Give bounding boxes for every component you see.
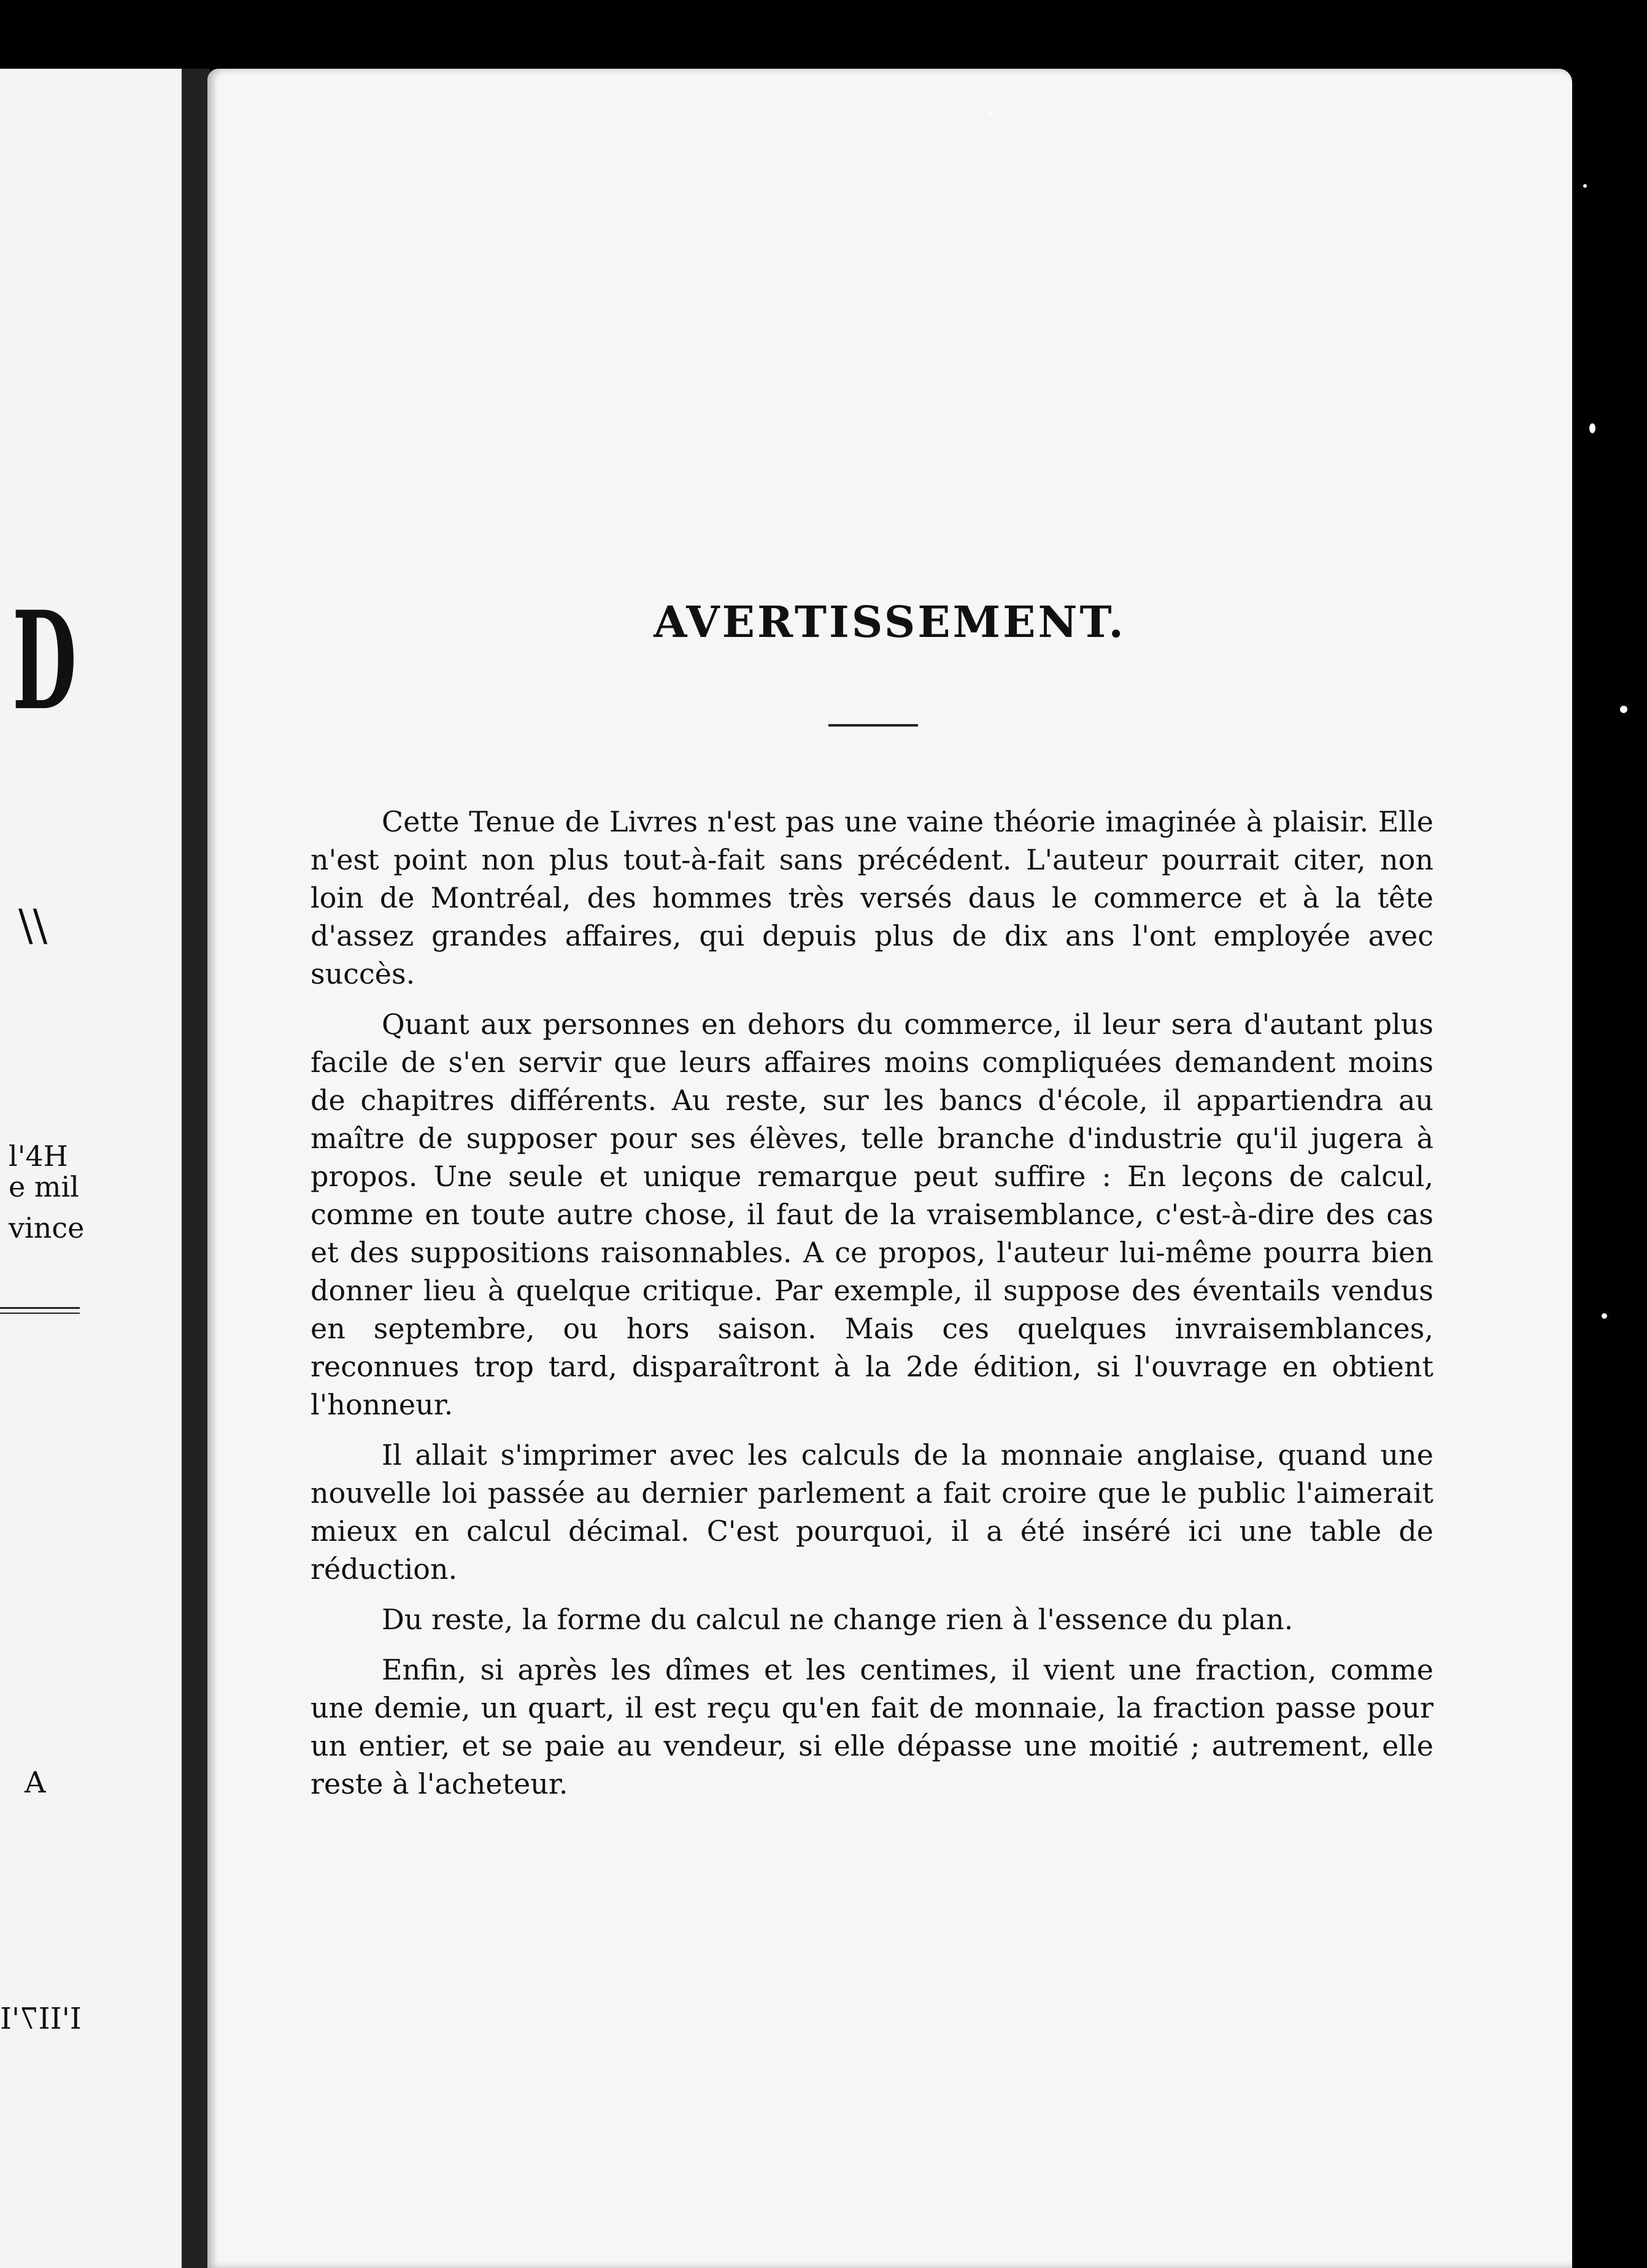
- page-title: AVERTISSEMENT.: [654, 596, 1126, 647]
- scan-speck: [988, 110, 993, 115]
- paragraph: Il allait s'imprimer avec les calculs de la monnaie anglaise, quand une nouvelle loi passée au dernier parlement a fait croire que le public l'aimerait mieux en calcul décimal. C'est pourquoi, il a été inséré ici une table de réduction.: [310, 1438, 1433, 1586]
- left-page-initial: D: [12, 581, 77, 740]
- left-page-fragment: \\: [18, 900, 48, 951]
- book-page: [207, 69, 1572, 2268]
- paragraph: Enfin, si après les dîmes et les centimes, il vient une fraction, comme une demie, un quart, il est reçu qu'en fait de monnaie, la fraction passe pour un entier, et se paie au vendeur, si elle dépasse une moitié ; autrement, elle reste à l'acheteur.: [310, 1653, 1433, 1800]
- page-body: [310, 803, 1433, 1815]
- scan-speck: [1583, 184, 1587, 188]
- left-page-fragment: e mil: [9, 1170, 79, 1203]
- paragraph: Cette Tenue de Livres n'est pas une vaine théorie imaginée à plaisir. Elle n'est point non plus tout-à-fait sans précédent. L'auteur pourrait citer, non loin de Montréal, des hommes très versés daus le commerce et à la tête d'assez grandes affaires, qui depuis plus de dix ans l'ont employée avec succès.: [310, 805, 1433, 990]
- left-page: [0, 69, 199, 2268]
- scan-speck: [1620, 706, 1627, 713]
- left-page-fragment: A: [25, 1765, 46, 1800]
- paragraph: Quant aux personnes en dehors du commerce, il leur sera d'autant plus facile de s'en servir que leurs affaires moins compliquées demandent moins de chapitres différents. Au reste, sur les bancs d'école, il appartiendra au maître de supposer pour ses élèves, telle branche d'industrie qu'il jugera à propos. Une seule et unique remarque peut suffire : En leçons de calcul, comme en toute autre chose, il faut de la vraisemblance, c'est-à-dire des cas et des suppositions raisonnables. A ce propos, l'auteur lui-même pourra bien donner lieu à quelque critique. Par exemple, il suppose des éventails vendus en septembre, ou hors saison. Mais ces quelques invraisemblances, reconnues trop tard, disparaîtront à la 2de édition, si l'ouvrage en obtient l'honneur.: [310, 1008, 1433, 1421]
- book-binding: [182, 69, 210, 2268]
- left-page-fragment: I'II7'I: [0, 2002, 82, 2036]
- left-page-fragment: vince: [9, 1211, 85, 1244]
- scan-speck: [1602, 1313, 1607, 1319]
- left-page-rule: [0, 1307, 80, 1314]
- paragraph: Du reste, la forme du calcul ne change rien à l'essence du plan.: [382, 1603, 1294, 1636]
- left-page-fragment: l'4H: [9, 1140, 68, 1173]
- scan-speck: [1589, 423, 1595, 433]
- title-divider: [828, 724, 918, 727]
